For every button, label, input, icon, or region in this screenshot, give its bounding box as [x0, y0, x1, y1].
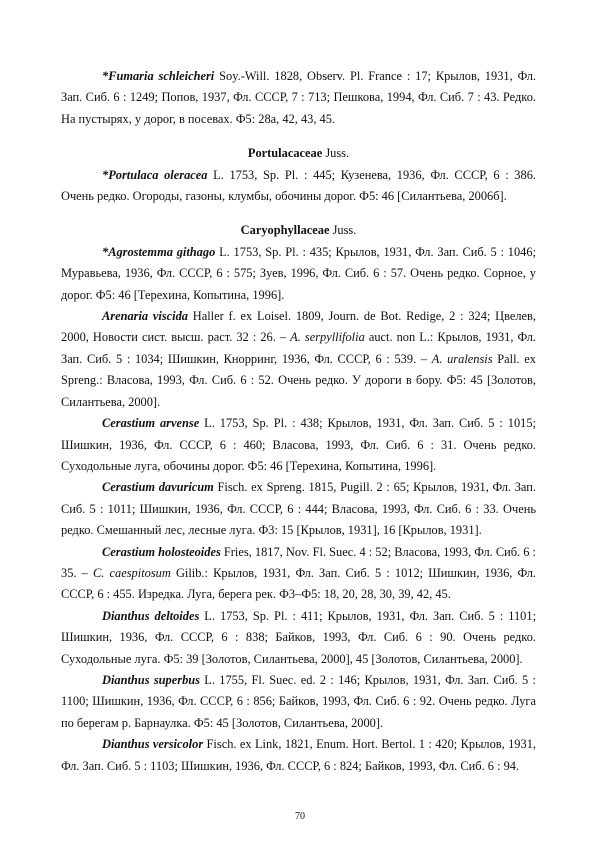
species-text: L. 1755, Fl. Suec. ed. 2 : 146; Крылов, 1931, Фл. Зап. Сиб. 5 : 1100; Шишкин, 1936, Фл. СССР, 6 : 856; Байков, 1993, Фл. Сиб. 6 : 92. Очень редко. Луга по берегам р. Барнаулка. Ф5: 45 [Золотов, Силантьева, 2000].: [61, 672, 536, 730]
species-name: *Agrostemma githago: [102, 244, 216, 259]
synonym-name: A. serpyllifolia: [290, 330, 365, 345]
species-name: Dianthus versicolor: [102, 737, 204, 752]
species-text: auct. non L.: Крылов, 1931, Фл. Зап. Сиб. 5 : 1034; Шишкин, Кнорринг, 1936, Фл. СССР, 6 : 539. –: [61, 330, 536, 366]
species-text: Haller f. ex Loisel. 1809, Journ. de Bot. Redige, 2 : 324; Цвелев, 2000, Новости сист. высш. раст. 32 : 26. –: [61, 309, 537, 345]
species-name: Cerastium davuricum: [102, 480, 214, 495]
synonym-name: C. caespitosum: [93, 565, 171, 580]
species-name: *Portulaca oleracea: [102, 167, 208, 182]
species-text: Fries, 1817, Nov. Fl. Suec. 4 : 52; Власова, 1993, Фл. Сиб. 6 : 35. –: [61, 544, 536, 580]
family-name: Caryophyllaceae: [240, 223, 330, 238]
section-gap: [61, 130, 536, 143]
species-text: L. 1753, Sp. Pl. : 445; Кузенева, 1936, Фл. СССР, 6 : 386. Очень редко. Огороды, газоны, клумбы, обочины дорог. Ф5: 46 [Силантьева, 2006б].: [61, 167, 536, 204]
species-entry-portulaca-oleracea: [61, 165, 536, 208]
species-name: Cerastium arvense: [102, 416, 200, 431]
species-entry-dianthus-superbus: [61, 670, 536, 734]
species-text: L. 1753, Sp. Pl. : 411; Крылов, 1931, Фл. Зап. Сиб. 5 : 1101; Шишкин, 1936, Фл. СССР, 6 : 838; Байков, 1993, Фл. Сиб. 6 : 90. Очень редко. Суходольные луга. Ф5: 39 [Золотов, Силантьева, 2000], 45 [Золотов, Силантьева, 2000].: [61, 608, 537, 666]
synonym-name: A. uralensis: [431, 351, 493, 366]
species-entry-cerastium-davuricum: [61, 477, 536, 541]
species-text: Pall. ex Spreng.: Власова, 1993, Фл. Сиб. 6 : 52. Очень редко. У дороги в бору. Ф5: 45 [Золотов, Силантьева, 2000].: [61, 351, 536, 409]
family-author: Juss.: [329, 223, 357, 238]
species-name: *Fumaria schleicheri: [102, 69, 215, 83]
species-entry-arenaria-viscida: [61, 306, 536, 413]
species-text: Fisch. ex Link, 1821, Enum. Hort. Bertol. 1 : 420; Крылов, 1931, Фл. Зап. Сиб. 5 : 1103; Шишкин, 1936, Фл. СССР, 6 : 824; Байков, 1993, Фл. Сиб. 6 : 94.: [61, 737, 536, 773]
family-heading-caryophyllaceae: [61, 220, 536, 241]
family-heading-portulacaceae: [61, 143, 536, 164]
species-name: Dianthus superbus: [102, 672, 200, 687]
species-entry-agrostemma-githago: [61, 242, 536, 306]
species-entry-cerastium-holosteoides: [61, 542, 536, 606]
species-entry-cerastium-arvense: [61, 413, 536, 477]
species-entry-dianthus-deltoides: [61, 606, 536, 670]
species-name: Dianthus deltoides: [102, 608, 200, 623]
species-entry-dianthus-versicolor: [61, 734, 536, 777]
section-gap: [61, 207, 536, 220]
species-text: Gilib.: Крылов, 1931, Фл. Зап. Сиб. 5 : 1012; Шишкин, 1936, Фл. СССР, 6 : 455. Изредка. Луга, берега рек. Ф3–Ф5: 18, 20, 28, 30, 39, 42, 45.: [61, 565, 536, 602]
species-text: Soy.-Will. 1828, Observ. Pl. France : 17; Крылов, 1931, Фл. Зап. Сиб. 6 : 1249; Попов, 1937, Фл. СССР, 7 : 713; Пешкова, 1994, Фл. Сиб. 7 : 43. Редко. На пустырях, у дорог, в посевах. Ф5: 28а, 42, 43, 45.: [61, 69, 536, 126]
species-text: L. 1753, Sp. Pl. : 438; Крылов, 1931, Фл. Зап. Сиб. 5 : 1015; Шишкин, 1936, Фл. СССР, 6 : 460; Власова, 1993, Фл. Сиб. 6 : 31. Очень редко. Суходольные луга, обочины дорог. Ф5: 46 [Терехина, Копытина, 1996].: [61, 416, 536, 473]
species-name: Cerastium holosteoides: [102, 544, 221, 559]
species-entry-fumaria-schleicheri: [61, 66, 536, 130]
page-number: 70: [295, 811, 305, 822]
page-content: [61, 66, 536, 777]
species-name: Arenaria viscida: [102, 309, 189, 324]
species-text: L. 1753, Sp. Pl. : 435; Крылов, 1931, Фл. Зап. Сиб. 5 : 1046; Муравьева, 1936, Фл. СССР, 6 : 575; Зуев, 1996, Фл. Сиб. 6 : 57. Очень редко. Сорное, у дорог. Ф5: 46 [Терехина, Копытина, 1996].: [61, 244, 537, 302]
family-name: Portulacaceae: [247, 146, 323, 161]
species-text: Fisch. ex Spreng. 1815, Pugill. 2 : 65; Крылов, 1931, Фл. Зап. Сиб. 5 : 1011; Шишкин, 1936, Фл. СССР, 6 : 444; Власова, 1993, Фл. Сиб. 6 : 33. Очень редко. Смешанный лес, лесные луга. Ф3: 15 [Крылов, 1931], 16 [Крылов, 1931].: [61, 480, 536, 538]
family-author: Juss.: [322, 146, 350, 161]
